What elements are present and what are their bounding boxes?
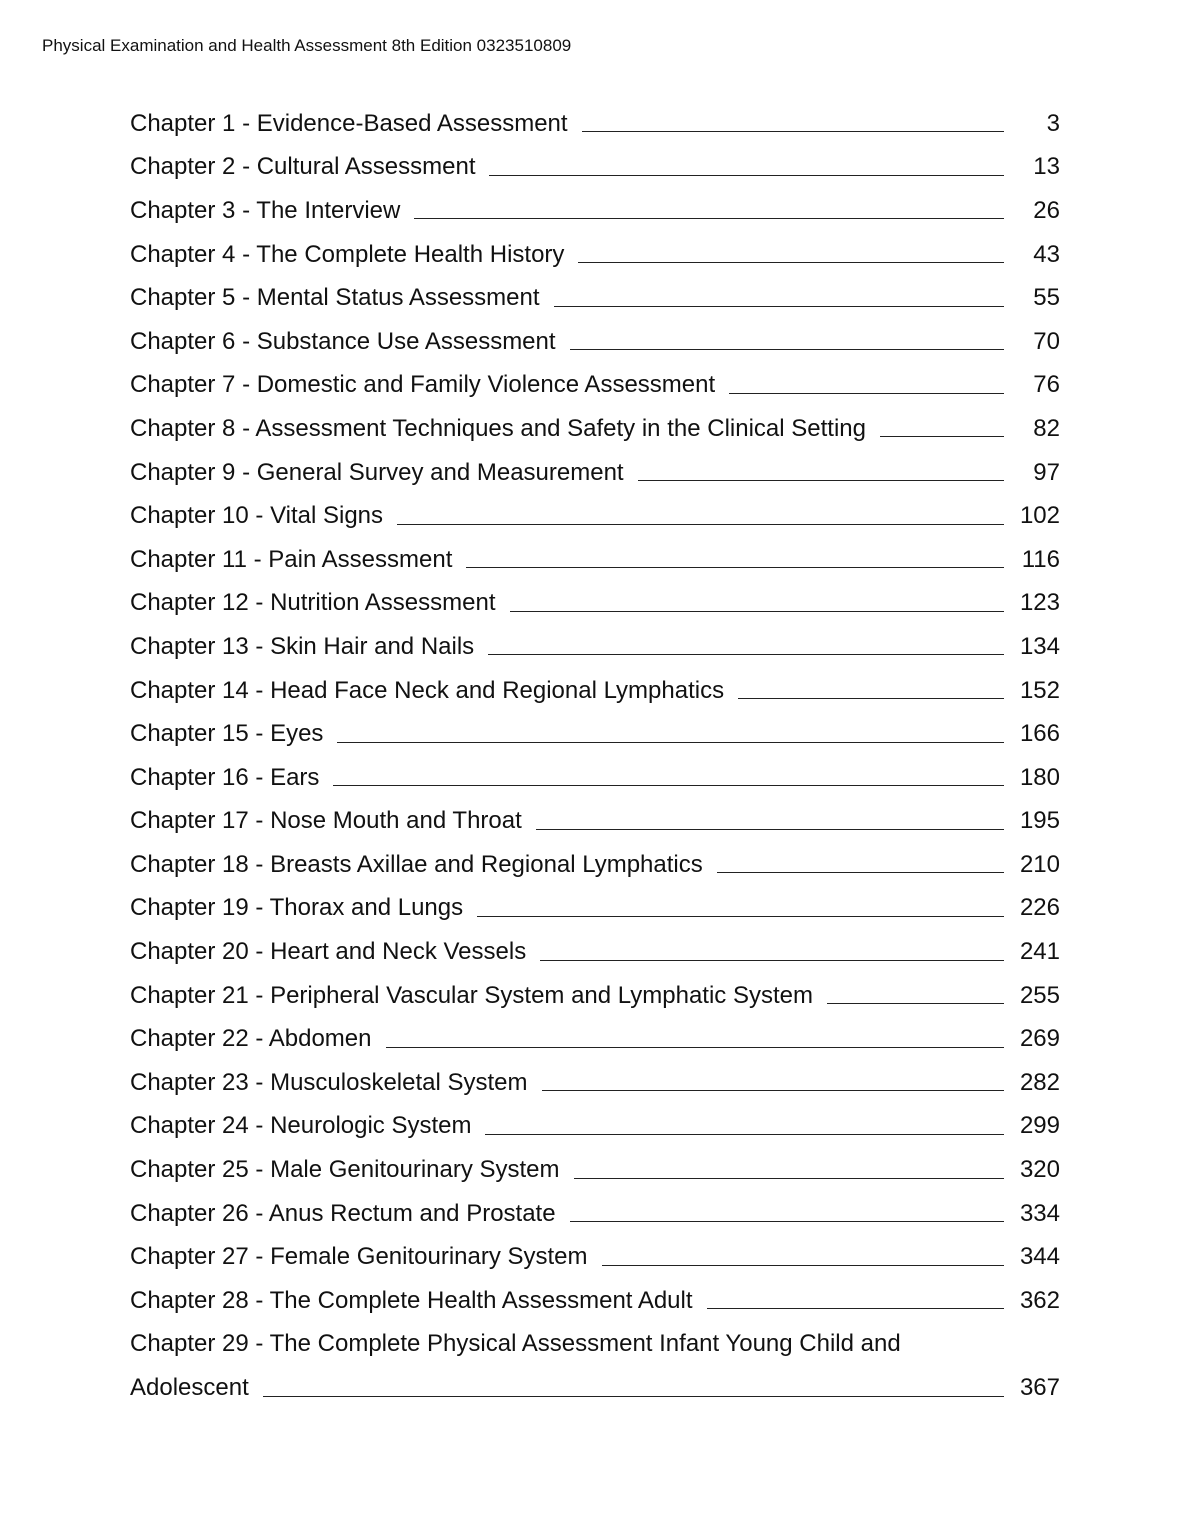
- toc-entry-title: Chapter 5 - Mental Status Assessment: [130, 284, 540, 312]
- toc-entry-title: Chapter 12 - Nutrition Assessment: [130, 589, 496, 617]
- toc-entry[interactable]: [130, 843, 1060, 887]
- toc-entry-title: Chapter 10 - Vital Signs: [130, 502, 384, 530]
- toc-entry-page: 226: [1019, 894, 1060, 922]
- toc-entry-title: Chapter 14 - Head Face Neck and Regional Lymphatics: [130, 676, 725, 704]
- toc-entry-title: Chapter 29 - The Complete Physical Assessment Infant Young Child and: [130, 1330, 901, 1358]
- toc-entry[interactable]: [130, 1192, 1060, 1236]
- toc-leader-line: [707, 1308, 1004, 1309]
- toc-entry[interactable]: [130, 625, 1060, 669]
- toc-entry-page: 82: [1033, 414, 1060, 442]
- toc-leader-line: [717, 872, 1004, 873]
- toc-entry-page: 152: [1019, 676, 1060, 704]
- toc-entry[interactable]: [130, 974, 1060, 1018]
- toc-entry[interactable]: [130, 233, 1060, 277]
- toc-leader-line: [540, 960, 1004, 961]
- toc-entry-title: Chapter 23 - Musculoskeletal System: [130, 1068, 528, 1096]
- toc-entry-page: 13: [1033, 153, 1060, 181]
- toc-entry-page: 210: [1019, 850, 1060, 878]
- toc-entry-title: Chapter 16 - Ears: [130, 763, 320, 791]
- toc-leader-line: [602, 1265, 1004, 1266]
- toc-entry[interactable]: [130, 1017, 1060, 1061]
- toc-entry-title: Chapter 19 - Thorax and Lungs: [130, 894, 464, 922]
- toc-leader-line: [488, 654, 1004, 655]
- toc-leader-line: [536, 829, 1004, 830]
- toc-entry[interactable]: [130, 756, 1060, 800]
- toc-leader-line: [263, 1396, 1004, 1397]
- toc-entry[interactable]: [130, 1235, 1060, 1279]
- running-header: Physical Examination and Health Assessment 8th Edition 0323510809: [42, 36, 572, 55]
- toc-entry[interactable]: [130, 1105, 1060, 1149]
- toc-entry[interactable]: [130, 494, 1060, 538]
- toc-entry[interactable]: [130, 407, 1060, 451]
- toc-entry-title: Chapter 17 - Nose Mouth and Throat: [130, 807, 522, 835]
- toc-leader-line: [337, 742, 1004, 743]
- toc-entry[interactable]: [130, 1148, 1060, 1192]
- toc-entry-page: 70: [1033, 327, 1060, 355]
- toc-entry-page: 344: [1019, 1243, 1060, 1271]
- toc-leader-line: [880, 436, 1004, 437]
- toc-entry-page: 43: [1033, 240, 1060, 268]
- toc-entry-title: Chapter 21 - Peripheral Vascular System and Lymphatic System: [130, 981, 813, 1009]
- table-of-contents: [130, 102, 1060, 1410]
- toc-entry[interactable]: [130, 582, 1060, 626]
- toc-entry-page: 3: [1046, 109, 1060, 137]
- toc-entry-title: Chapter 8 - Assessment Techniques and Safety in the Clinical Setting: [130, 414, 866, 442]
- toc-leader-line: [414, 218, 1004, 219]
- toc-entry-title: Chapter 6 - Substance Use Assessment: [130, 327, 556, 355]
- toc-entry-page: 362: [1019, 1286, 1060, 1314]
- toc-entry-page: 97: [1033, 458, 1060, 486]
- toc-entry-title: Chapter 3 - The Interview: [130, 196, 401, 224]
- toc-entry-title: Adolescent: [130, 1374, 249, 1402]
- toc-leader-line: [386, 1047, 1005, 1048]
- toc-leader-line: [333, 785, 1004, 786]
- toc-entry-page: 282: [1019, 1068, 1060, 1096]
- toc-leader-line: [397, 524, 1004, 525]
- toc-entry[interactable]: [130, 364, 1060, 408]
- toc-leader-line: [510, 611, 1005, 612]
- toc-leader-line: [638, 480, 1004, 481]
- toc-entry[interactable]: [130, 930, 1060, 974]
- toc-leader-line: [570, 349, 1004, 350]
- toc-entry-title: Chapter 22 - Abdomen: [130, 1025, 372, 1053]
- toc-entry[interactable]: [130, 189, 1060, 233]
- toc-leader-line: [570, 1221, 1004, 1222]
- toc-entry[interactable]: [130, 538, 1060, 582]
- toc-entry-page: 166: [1019, 720, 1060, 748]
- toc-entry-page: 102: [1019, 502, 1060, 530]
- toc-entry-page: 367: [1019, 1374, 1060, 1402]
- toc-entry[interactable]: [130, 102, 1060, 146]
- toc-entry-title: Chapter 15 - Eyes: [130, 720, 324, 748]
- toc-entry-page: 180: [1019, 763, 1060, 791]
- toc-entry[interactable]: [130, 1279, 1060, 1323]
- toc-entry-page: 195: [1019, 807, 1060, 835]
- toc-leader-line: [574, 1178, 1004, 1179]
- toc-entry-29-line-2[interactable]: [130, 1366, 1060, 1410]
- toc-leader-line: [542, 1090, 1005, 1091]
- toc-entry[interactable]: [130, 320, 1060, 364]
- toc-entry[interactable]: [130, 276, 1060, 320]
- toc-entry-title: Chapter 18 - Breasts Axillae and Regional Lymphatics: [130, 850, 703, 878]
- toc-entry[interactable]: [130, 669, 1060, 713]
- toc-entry-title: Chapter 27 - Female Genitourinary System: [130, 1243, 588, 1271]
- toc-entry-title: Chapter 2 - Cultural Assessment: [130, 153, 476, 181]
- toc-leader-line: [489, 175, 1004, 176]
- toc-entry-title: Chapter 25 - Male Genitourinary System: [130, 1156, 560, 1184]
- toc-entry-page: 269: [1019, 1025, 1060, 1053]
- toc-entry-title: Chapter 9 - General Survey and Measurement: [130, 458, 624, 486]
- toc-entry[interactable]: [130, 146, 1060, 190]
- toc-entry-page: 76: [1033, 371, 1060, 399]
- toc-entry-title: Chapter 13 - Skin Hair and Nails: [130, 632, 475, 660]
- toc-leader-line: [477, 916, 1004, 917]
- toc-leader-line: [827, 1003, 1004, 1004]
- toc-entry[interactable]: [130, 712, 1060, 756]
- toc-entry-title: Chapter 11 - Pain Assessment: [130, 545, 453, 573]
- toc-leader-line: [578, 262, 1004, 263]
- toc-entry[interactable]: [130, 800, 1060, 844]
- toc-leader-line: [582, 131, 1004, 132]
- toc-entry-title: Chapter 4 - The Complete Health History: [130, 240, 565, 268]
- toc-entry-29-line-1[interactable]: [130, 1323, 1060, 1367]
- toc-entry-page: 55: [1033, 284, 1060, 312]
- toc-entry-page: 116: [1021, 545, 1060, 573]
- toc-entry[interactable]: [130, 887, 1060, 931]
- toc-entry-page: 255: [1019, 981, 1060, 1009]
- toc-entry-title: Chapter 7 - Domestic and Family Violence Assessment: [130, 371, 716, 399]
- toc-entry-title: Chapter 26 - Anus Rectum and Prostate: [130, 1199, 556, 1227]
- toc-entry-page: 123: [1019, 589, 1060, 617]
- toc-leader-line: [729, 393, 1004, 394]
- toc-leader-line: [466, 567, 1004, 568]
- toc-entry-title: Chapter 28 - The Complete Health Assessment Adult: [130, 1286, 693, 1314]
- toc-entry-page: 26: [1033, 196, 1060, 224]
- toc-entry-title: Chapter 1 - Evidence-Based Assessment: [130, 109, 568, 137]
- toc-entry-title: Chapter 24 - Neurologic System: [130, 1112, 472, 1140]
- toc-entry-title: Chapter 20 - Heart and Neck Vessels: [130, 938, 527, 966]
- toc-entry-page: 320: [1019, 1156, 1060, 1184]
- toc-entry-page: 134: [1019, 632, 1060, 660]
- toc-leader-line: [738, 698, 1004, 699]
- toc-entry-page: 334: [1019, 1199, 1060, 1227]
- toc-leader-line: [554, 306, 1004, 307]
- toc-entry-page: 241: [1019, 938, 1060, 966]
- toc-entry[interactable]: [130, 451, 1060, 495]
- toc-leader-line: [485, 1134, 1004, 1135]
- toc-entry[interactable]: [130, 1061, 1060, 1105]
- toc-entry-page: 299: [1019, 1112, 1060, 1140]
